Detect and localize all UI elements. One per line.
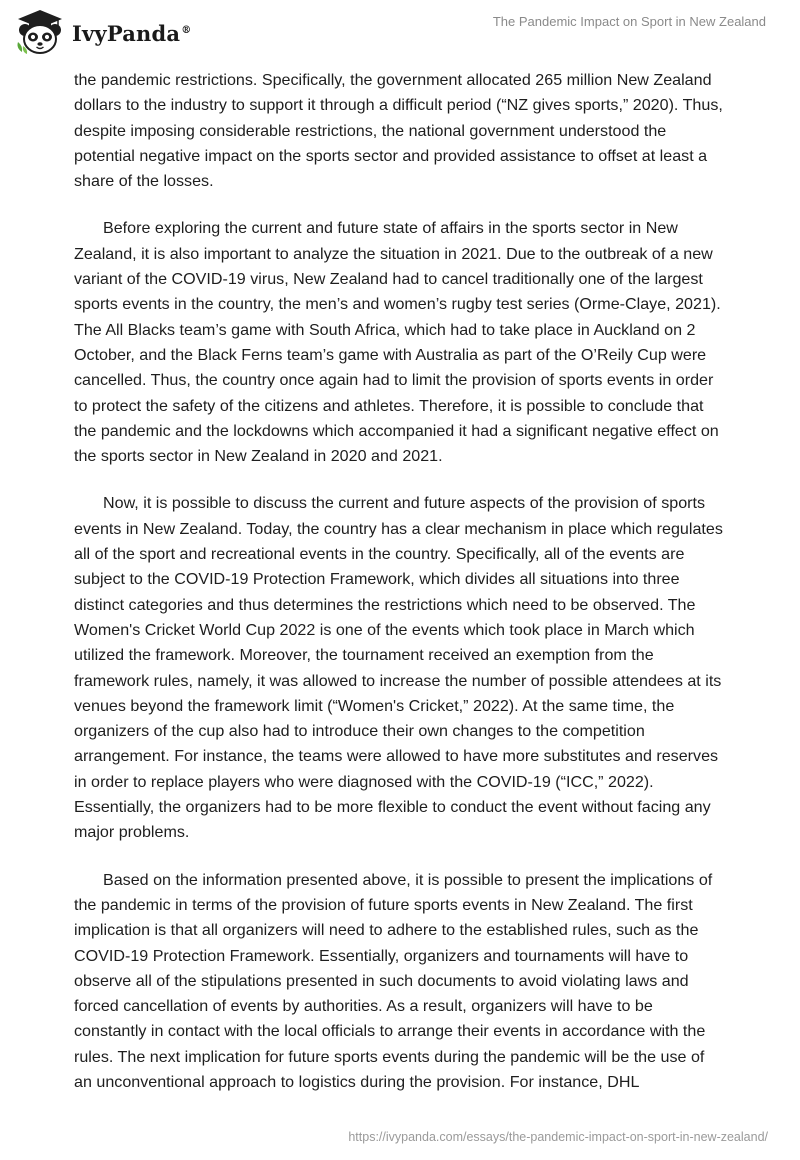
paragraph: Now, it is possible to discuss the current and future aspects of the provision of sports events in New Zealand. Today, the country has a clear mechanism in place which regulates all of the sport and recreational events in the country. Specifically, all of the events are subject to the COVID-19 Protection Framework, which divides all situations into three distinct categories and thus determines the restrictions which need to be observed. The Women's Cricket World Cup 2022 is one of the events which took place in March which utilized the framework. Moreover, the tournament received an exemption from the framework rules, namely, it was allowed to increase the number of possible attendees at its venues beyond the framework limit (“Women's Cricket,” 2022). At the same time, the organizers of the cup also had to introduce their own changes to the competition arrangement. For instance, the teams were allowed to have more substitutes and reserves in order to replace players who were diagnosed with the COVID-19 (“ICC,” 2022). Essentially, the organizers had to be more flexible to conduct the event without facing any major problems.	[74, 494, 723, 842]
registered-mark: ®	[181, 24, 192, 36]
panda-graduate-logo-icon	[14, 8, 66, 56]
essay-body	[74, 68, 726, 1117]
ivypanda-logo[interactable]	[14, 8, 191, 56]
paragraph-continued: the pandemic restrictions. Specifically, the government allocated 265 million New Zealand dollars to the industry to support it through a difficult period (“NZ gives sports,” 2020). Thus, despite imposing considerable restrictions, the national government understood the potential negative impact on the sports sector and provided assistance to offset at least a share of the losses.	[74, 71, 723, 191]
brand-name: IvyPanda®	[72, 20, 192, 46]
paragraph: Based on the information presented above, it is possible to present the implications of the pandemic in terms of the provision of future sports events in New Zealand. The first implication is that all organizers will need to adhere to the established rules, such as the COVID-19 Protection Framework. Essentially, organizers and tournaments will have to observe all of the stipulations presented in such documents to avoid violating laws and forced cancellation of events by authorities. As a result, organizers will have to be constantly in contact with the local officials to arrange their events in accordance with the rules. The next implication for future sports events during the pandemic will be the use of an unconventional approach to logistics during the provision. For instance, DHL	[74, 870, 713, 1091]
source-url[interactable]: https://ivypanda.com/essays/the-pandemic-impact-on-sport-in-new-zealand/	[348, 1130, 768, 1144]
document-title: The Pandemic Impact on Sport in New Zealand	[492, 14, 766, 29]
page-header	[0, 0, 800, 60]
paragraph: Before exploring the current and future state of affairs in the sports sector in New Zealand, it is also important to analyze the situation in 2021. Due to the outbreak of a new variant of the COVID-19 virus, New Zealand had to cancel traditionally one of the largest sports events in the country, the men’s and women’s rugby test series (Orme-Claye, 2021). The All Blacks team’s game with South Africa, which had to take place in Auckland on 2 October, and the Black Ferns team’s game with Australia as part of the O’Reily Cup were cancelled. Thus, the country once again had to limit the provision of sports events in order to protect the safety of the citizens and athletes. Therefore, it is possible to conclude that the pandemic and the lockdowns which accompanied it had a significant negative effect on the sports sector in New Zealand in 2020 and 2021.	[74, 219, 721, 466]
